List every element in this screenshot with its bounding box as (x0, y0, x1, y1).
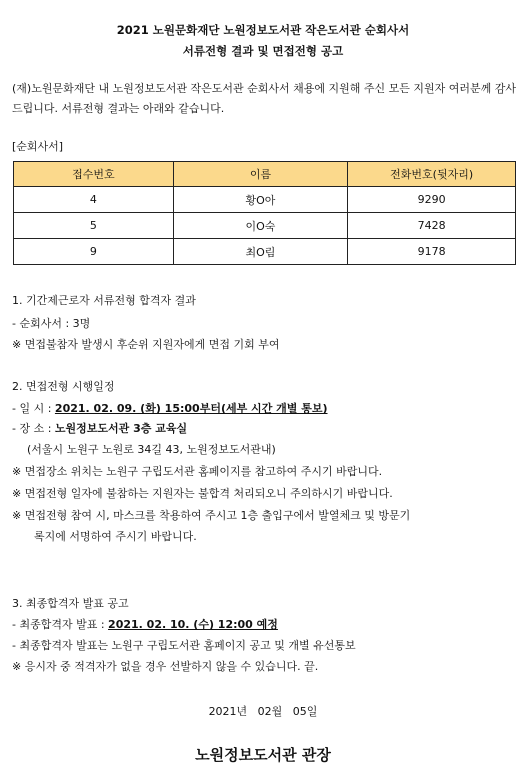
header-name: 이름 (173, 162, 348, 187)
table-row (14, 213, 516, 239)
final-announce-value: 2021. 02. 10. (수) 12:00 예정 (108, 618, 278, 631)
final-announce-label: - 최종합격자 발표 : (12, 618, 109, 631)
section1-note: ※ 면접불참자 발생시 후순위 지원자에게 면접 기회 부여 (12, 338, 280, 351)
interview-date-value: 2021. 02. 09. (화) 15:00부터(세부 시간 개별 통보) (54, 402, 328, 415)
interview-date-line (12, 400, 328, 416)
section1-heading: 1. 기간제근로자 서류전형 합격자 결과 (12, 294, 196, 307)
section-label-circuit-librarian: [순회사서] (12, 140, 64, 153)
section1-item: - 순회사서 : 3명 (12, 317, 91, 330)
section3-note: ※ 응시자 중 적격자가 없을 경우 선발하지 않을 수 있습니다. 끝. (12, 660, 319, 673)
interview-address: (서울시 노원구 노원로 34길 43, 노원정보도서관내) (27, 443, 276, 456)
final-announce-line (12, 616, 278, 632)
section2-note2: ※ 면접전형 일자에 불참하는 지원자는 불합격 처리되오니 주의하시기 바랍니다. (12, 487, 393, 500)
table-header-row (14, 162, 516, 187)
section2-heading: 2. 면접전형 시행일정 (12, 380, 115, 393)
cell-application-number: 4 (14, 187, 174, 213)
cell-name: 이O숙 (173, 213, 348, 239)
signature-title: 노원정보도서관 관장 (195, 746, 331, 764)
cell-phone: 9290 (348, 187, 516, 213)
section3-item2: - 최종합격자 발표는 노원구 구립도서관 홈페이지 공고 및 개별 유선통보 (12, 639, 356, 652)
header-phone-last-digits: 전화번호(뒷자리) (348, 162, 516, 187)
cell-phone: 9178 (348, 239, 516, 265)
section2-note1: ※ 면접장소 위치는 노원구 구립도서관 홈페이지를 참고하여 주시기 바랍니다. (12, 465, 383, 478)
cell-application-number: 9 (14, 239, 174, 265)
interview-place-value: 노원정보도서관 3층 교육실 (54, 422, 188, 435)
applicant-table (13, 161, 516, 265)
section2-note3-line2: 록지에 서명하여 주시기 바랍니다. (34, 530, 197, 543)
section2-note3-line1: ※ 면접전형 참여 시, 마스크를 착용하여 주시고 1층 출입구에서 발열체크 및 방문기 (12, 509, 411, 522)
document-title-line1: 2021 노원문화재단 노원정보도서관 작은도서관 순회사서 (116, 23, 410, 37)
document-title-line2: 서류전형 결과 및 면접전형 공고 (182, 44, 344, 58)
table-row (14, 187, 516, 213)
document-date: 2021년 02월 05일 (208, 705, 318, 718)
cell-application-number: 5 (14, 213, 174, 239)
cell-name: 황O아 (173, 187, 348, 213)
cell-name: 최O림 (173, 239, 348, 265)
table-row (14, 239, 516, 265)
intro-paragraph: (재)노원문화재단 내 노원정보도서관 작은도서관 순회사서 채용에 지원해 주신 모든 지원자 여러분께 감사드립니다. 서류전형 결과는 아래와 같습니다. (12, 82, 516, 115)
cell-phone: 7428 (348, 213, 516, 239)
header-application-number: 접수번호 (14, 162, 174, 187)
interview-place-label: - 장 소 : (12, 422, 55, 435)
section3-heading: 3. 최종합격자 발표 공고 (12, 597, 129, 610)
interview-date-label: - 일 시 : (12, 402, 55, 415)
interview-place-line (12, 420, 187, 436)
